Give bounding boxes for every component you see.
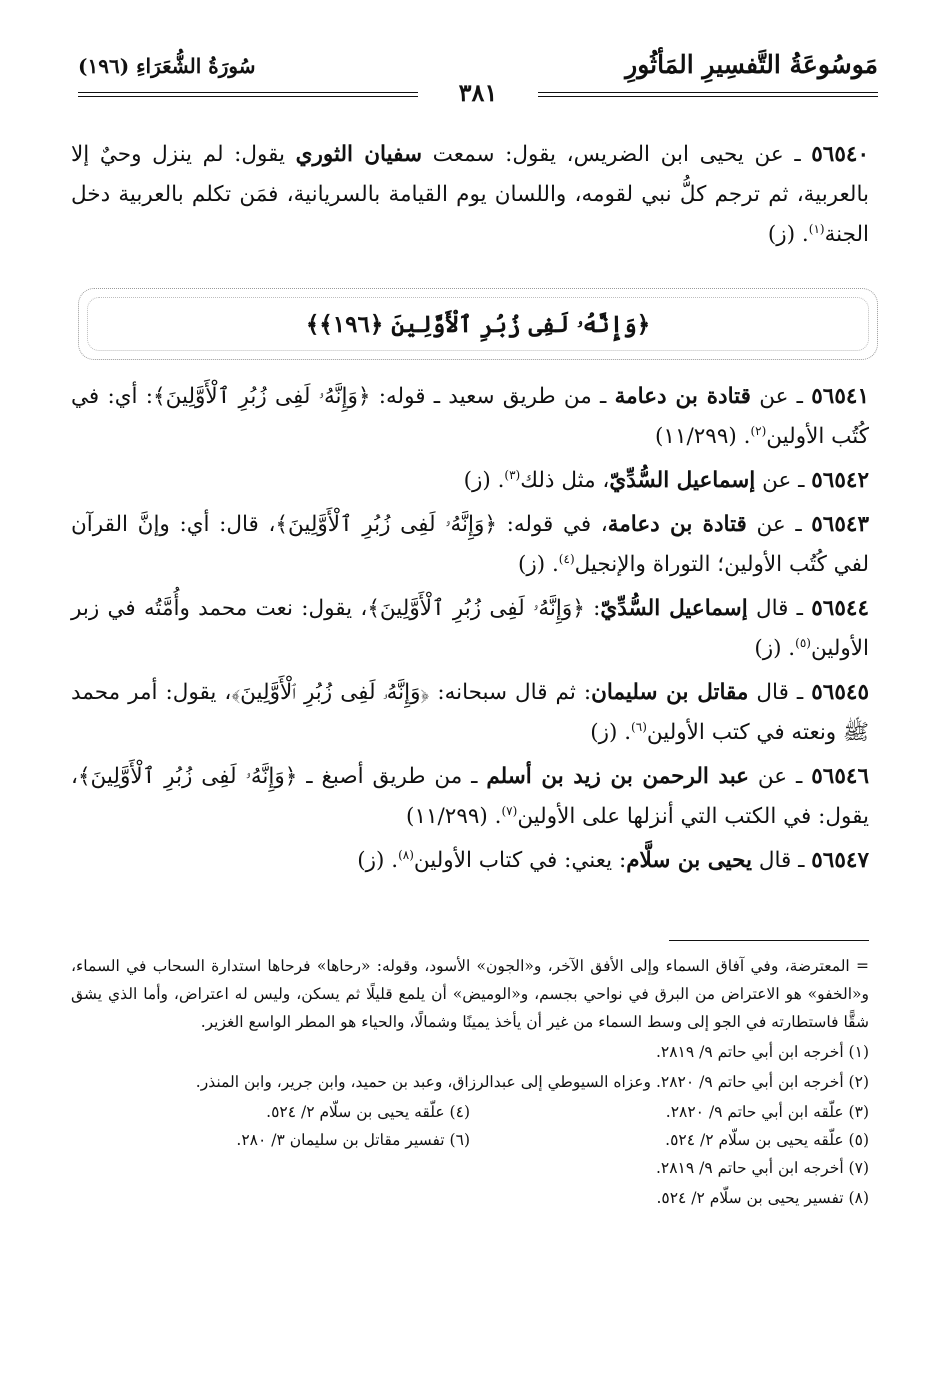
- entry-paragraph: [71, 589, 869, 669]
- narrator-name: سفيان الثوري: [295, 142, 422, 167]
- sura-label: سُورَةُ الشُّعَرَاءِ (١٩٦): [78, 54, 256, 78]
- entry-text: ، مثل ذلك: [520, 468, 610, 493]
- quran-verse: ﴿وَإِنَّهُۥ لَفِى زُبُرِ ٱلْأَوَّلِينَ﴾: [367, 596, 585, 621]
- quran-verse: ﴿وَإِنَّهُۥ لَفِى زُبُرِ ٱلْأَوَّلِينَ﴾: [275, 512, 497, 537]
- footnote-1: (١) أخرجه ابن أبي حاتم ٩/ ٢٨١٩.: [655, 1043, 869, 1061]
- footnote-ref: (١): [808, 221, 825, 236]
- page-header: [78, 48, 878, 107]
- footnote-6: (٦) تفسير مقاتل بن سليمان ٣/ ٢٨٠.: [236, 1131, 470, 1149]
- entry-text: . (ز): [767, 222, 809, 247]
- verse-heading-box: [78, 288, 878, 360]
- entry-text: . (١١/٢٩٩): [655, 424, 751, 449]
- entry-text: . (ز): [463, 468, 505, 493]
- footnote-ref: (٦): [631, 719, 647, 734]
- entry-text: ـ عن: [746, 512, 812, 537]
- entry-text: ـ من طريق سعيد ـ قوله:: [370, 384, 615, 409]
- header-rule-left-lower: [78, 96, 418, 97]
- entry-text: يقول: لم ينزل وحيٌ إلا بالعربية، ثم ترجم كلُّ نبي لقومه، واللسان يوم القيامة بالسريانية، فمَن تكلم بالعربية دخل الجنة: [71, 142, 869, 247]
- entry-text: ـ من طريق أصبغ ـ: [297, 764, 487, 789]
- entry-text: ـ قال: [747, 596, 812, 621]
- entry-5540: [71, 135, 869, 259]
- entry-paragraph: [71, 461, 869, 501]
- quran-verse: ﴿وَإِنَّهُۥ لَفِى زُبُرِ ٱلْأَوَّلِينَ﴾: [153, 384, 371, 409]
- entry-number: ٥٦٥٤٥: [811, 680, 869, 705]
- entry-number: ٥٦٥٤٧: [811, 848, 869, 873]
- entry-text: ـ عن: [755, 468, 812, 493]
- footnote-continuation: = المعترضة، وفي آفاق السماء وإلى الأفق الآخر، و«الجون» الأسود، وقوله: «رحاها» فرحاها استدارة السحاب في السماء، و«الخفو» هو الاعتراض من البرق في نواحي بجسم، و«الوميض» أن يلمع قليلًا ثم يسكن، وليس له اعتراض، وأما الذي يشق شقًّا فاستطارته في الجو إلى وسط السماء من غير أن يأخذ يمينًا وشمالًا، والحياء هو المطر الواسع الغزير.: [71, 957, 869, 1031]
- entry-text: ـ قال: [748, 680, 812, 705]
- entry-text: . (ز): [357, 848, 399, 873]
- book-title: مَوسُوعَةُ التَّفسِيرِ المَأثُورِ: [625, 50, 878, 79]
- entry-text: : أي: في كُتُب الأولين: [71, 384, 869, 449]
- footnote-4: (٤) علّقه يحيى بن سلّام ٢/ ٥٢٤.: [266, 1103, 470, 1121]
- footnotes: [71, 952, 869, 1214]
- entry-paragraph: [71, 135, 869, 255]
- entry-text: : يعني: في كتاب الأولين: [413, 848, 627, 873]
- entry-number: ٥٦٥٤٠: [811, 142, 869, 167]
- verse-heading: ﴿وَإِنَّهُۥ لَفِى زُبُرِ ٱلْأَوَّلِينَ ﴿١٩٦﴾﴾: [305, 310, 651, 338]
- entry-paragraph: [71, 673, 869, 753]
- entry-text: ، قال: أي: وإنَّ القرآن لفي كُتُب الأولين؛ التوراة والإنجيل: [71, 512, 869, 577]
- entry-text: ، يقول: نعت محمد وأُمَّتُه في زبر الأولين: [71, 596, 869, 661]
- entries-list: [71, 377, 869, 885]
- page-number: ٣٨١: [458, 78, 498, 107]
- footnote-2: (٢) أخرجه ابن أبي حاتم ٩/ ٢٨٢٠. وعزاه السيوطي إلى عبدالرزاق، وعبد بن حميد، وابن جرير، وابن المنذر.: [195, 1073, 869, 1091]
- entry-text: ، يقول: في الكتب التي أنزلها على الأولين: [71, 764, 869, 829]
- narrator-name: مقاتل بن سليمان: [591, 680, 749, 705]
- footnote-3: (٣) علّقه ابن أبي حاتم ٩/ ٢٨٢٠.: [665, 1103, 869, 1121]
- entry-number: ٥٦٥٤٢: [811, 468, 869, 493]
- header-rule-right: [538, 92, 878, 93]
- footnote-ref: (٣): [504, 467, 521, 482]
- footnote-divider: [669, 940, 869, 941]
- quran-verse: ﴿وَإِنَّهُۥ لَفِى زُبُرِ ٱلْأَوَّلِينَ﴾: [231, 680, 430, 705]
- footnote-row: [71, 1098, 869, 1126]
- entry-text: ـ عن يحيى ابن الضريس، يقول: سمعت: [421, 142, 812, 167]
- entry-number: ٥٦٥٤٤: [811, 596, 869, 621]
- footnote-ref: (٤): [558, 551, 575, 566]
- entry-text: . (ز): [590, 720, 632, 745]
- narrator-name: يحيى بن سلَّام: [626, 848, 752, 873]
- entry-text: ـ عن: [749, 764, 812, 789]
- narrator-name: عبد الرحمن بن زيد بن أسلم: [486, 764, 750, 789]
- entry-number: ٥٦٥٤٣: [811, 512, 869, 537]
- entry-text: : ثم قال سبحانه:: [429, 680, 592, 705]
- entry-number: ٥٦٥٤٦: [811, 764, 869, 789]
- entry-text: . (ز): [517, 552, 559, 577]
- footnote-5: (٥) علّقه يحيى بن سلّام ٢/ ٥٢٤.: [665, 1131, 869, 1149]
- header-rule-right-lower: [538, 96, 878, 97]
- narrator-name: قتادة بن دعامة: [614, 384, 751, 409]
- quran-verse: ﴿وَإِنَّهُۥ لَفِى زُبُرِ ٱلْأَوَّلِينَ﴾: [77, 764, 298, 789]
- entry-text: ، يقول: أمر محمد ﷺ ونعته في كتب الأولين: [71, 680, 869, 745]
- entry-paragraph: [71, 757, 869, 837]
- entry-text: ، في قوله:: [496, 512, 608, 537]
- footnote-ref: (٨): [398, 847, 414, 862]
- entry-text: ـ قال: [751, 848, 812, 873]
- footnote-7: (٧) أخرجه ابن أبي حاتم ٩/ ٢٨١٩.: [655, 1159, 869, 1177]
- entry-paragraph: [71, 377, 869, 457]
- narrator-name: قتادة بن دعامة: [607, 512, 747, 537]
- entry-paragraph: [71, 841, 869, 881]
- header-rule-left: [78, 92, 418, 93]
- entry-number: ٥٦٥٤١: [811, 384, 869, 409]
- narrator-name: إسماعيل السُّدِّيّ: [600, 596, 748, 621]
- footnote-8: (٨) تفسير يحيى بن سلّام ٢/ ٥٢٤.: [656, 1189, 869, 1207]
- footnote-ref: (٥): [795, 635, 811, 650]
- footnote-ref: (٢): [750, 423, 767, 438]
- entry-text: . (١١/٢٩٩): [406, 804, 502, 829]
- footnote-ref: (٧): [501, 803, 518, 818]
- footnote-row: [71, 1126, 869, 1154]
- narrator-name: إسماعيل السُّدِّيّ: [609, 468, 756, 493]
- entry-text: ـ عن: [750, 384, 812, 409]
- entry-text: :: [584, 596, 601, 621]
- entry-paragraph: [71, 505, 869, 585]
- entry-text: . (ز): [754, 636, 796, 661]
